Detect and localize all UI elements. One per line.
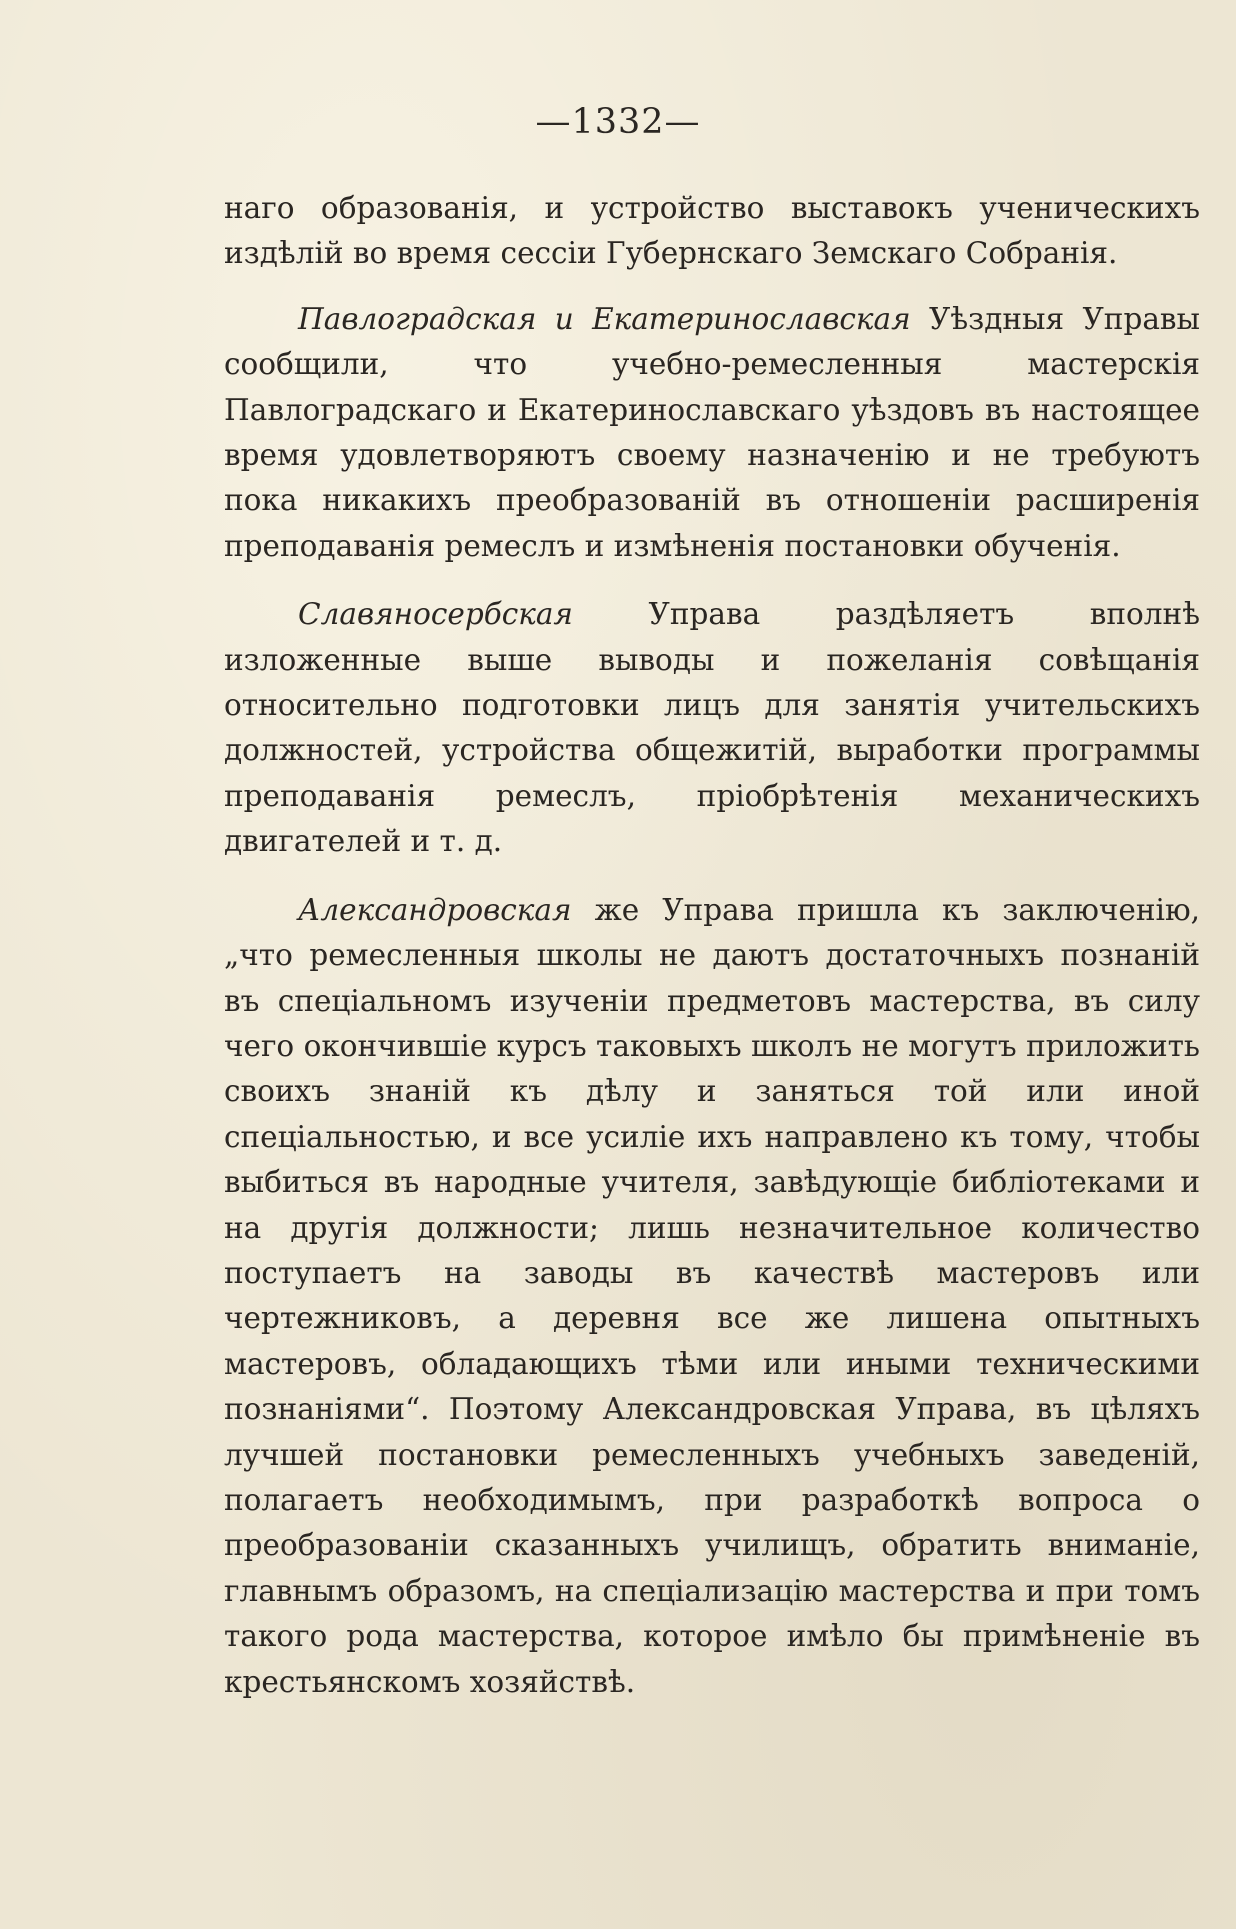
paragraph-slavyanoserbsk [224, 592, 1200, 864]
paragraph-pavlograd [224, 297, 1200, 569]
paragraph-text: Уѣздныя Управы сообщили, что учебно-ремесленныя мастерскія Павлоградскаго и Екатеринославскаго уѣздовъ въ настоящее время удовлетворяютъ своему назначенію и не требуютъ пока никакихъ преобразованій въ отношеніи расширенія преподаванія ремеслъ и измѣненія постановки обученія. [224, 301, 1200, 563]
paragraph-continuation [224, 186, 1200, 277]
paragraph-text: же Управа пришла къ заключенію, „что ремесленныя школы не даютъ достаточныхъ познаній въ спеціальномъ изученіи предметовъ мастерства, въ силу чего окончившіе курсъ таковыхъ школъ не могутъ приложить своихъ знаній къ дѣлу и заняться той или иной спеціальностью, и все усиліе ихъ направлено къ тому, чтобы выбиться въ народные учителя, завѣдующіе библіотеками и на другія должности; лишь незначительное количество поступаетъ на заводы въ качествѣ мастеровъ или чертежниковъ, а деревня все же лишена опытныхъ мастеровъ, обладающихъ тѣми или иными техническими познаніями“. Поэтому Александровская Управа, въ цѣляхъ лучшей постановки ремесленныхъ учебныхъ заведеній, полагаетъ необходимымъ, при разработкѣ вопроса о преобразованіи сказанныхъ училищъ, обратить вниманіе, главнымъ образомъ, на спеціализацію мастерства и при томъ такого рода мастерства, которое имѣло бы примѣненіе въ крестьянскомъ хозяйствѣ. [224, 892, 1200, 1699]
paragraph-text: Управа раздѣляетъ вполнѣ изложенные выше выводы и пожеланія совѣщанія относительно подготовки лицъ для занятія учительскихъ должностей, устройства общежитій, выработки программы преподаванія ремеслъ, пріобрѣтенія механическихъ двигателей и т. д. [224, 597, 1200, 859]
paragraph-lead-italic: Славяносербская [298, 597, 573, 632]
paragraph-aleksandrovsk [224, 888, 1200, 1705]
body-text [224, 186, 1200, 1705]
page-number: —1332— [535, 102, 701, 142]
paragraph-lead-italic: Александровская [298, 892, 572, 927]
paragraph-lead-italic: Павлоградская и Екатеринославская [298, 301, 911, 336]
paragraph-text: наго образованія, и устройство выставокъ ученическихъ издѣлій во время сессіи Губернскаго Земскаго Собранія. [224, 191, 1200, 271]
